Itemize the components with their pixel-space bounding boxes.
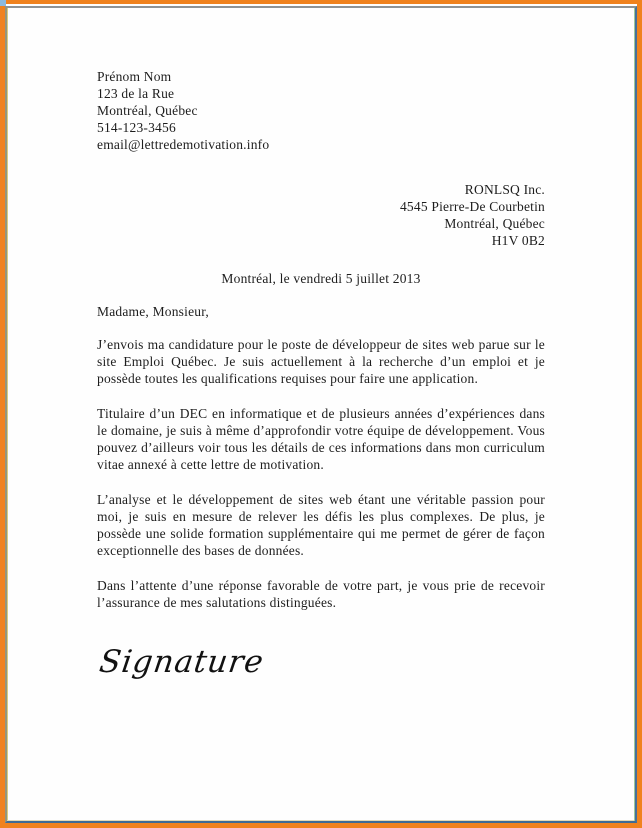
letter-page bbox=[97, 68, 545, 681]
sender-street: 123 de la Rue bbox=[97, 86, 175, 101]
recipient-company: RONLSQ Inc. bbox=[464, 182, 545, 197]
signature: Signature bbox=[97, 644, 267, 680]
paragraph-motivation: L’analyse et le développement de sites web étant une véritable passion pour moi, je suis en mesure de relever les défis les plus complexes. De plus, je possède une solide formation supplémentaire qui me permet de gérer de façon exceptionnelle des bases de données. bbox=[97, 492, 545, 558]
corner-handle bbox=[0, 0, 6, 6]
sender-email: email@lettredemotivation.info bbox=[97, 137, 270, 152]
sender-city: Montréal, Québec bbox=[97, 103, 198, 118]
sender-name: Prénom Nom bbox=[97, 69, 172, 84]
paragraph-introduction: J’envois ma candidature pour le poste de développeur de sites web parue sur le site Emploi Québec. Je suis actuellement à la recherche d’un emploi et je possède toutes les qualifications requises pour faire une application. bbox=[97, 337, 545, 386]
recipient-postal-code: H1V 0B2 bbox=[491, 233, 545, 248]
paragraph-closing: Dans l’attente d’une réponse favorable de votre part, je vous prie de recevoir l’assurance de mes salutations distinguées. bbox=[97, 578, 545, 610]
paragraph-qualifications: Titulaire d’un DEC en informatique et de plusieurs années d’expériences dans le domaine, je suis à même d’approfondir votre équipe de développement. Vous pouvez d’ailleurs voir tous les détails de ces informations dans mon curriculum vitae annexé à cette lettre de motivation. bbox=[97, 406, 545, 472]
recipient-city: Montréal, Québec bbox=[444, 216, 545, 231]
recipient-street: 4545 Pierre-De Courbetin bbox=[399, 199, 545, 214]
recipient-block bbox=[97, 181, 545, 249]
sender-phone: 514-123-3456 bbox=[97, 120, 176, 135]
sender-block bbox=[97, 68, 545, 153]
date-line: Montréal, le vendredi 5 juillet 2013 bbox=[221, 271, 421, 286]
salutation: Madame, Monsieur, bbox=[97, 304, 209, 319]
